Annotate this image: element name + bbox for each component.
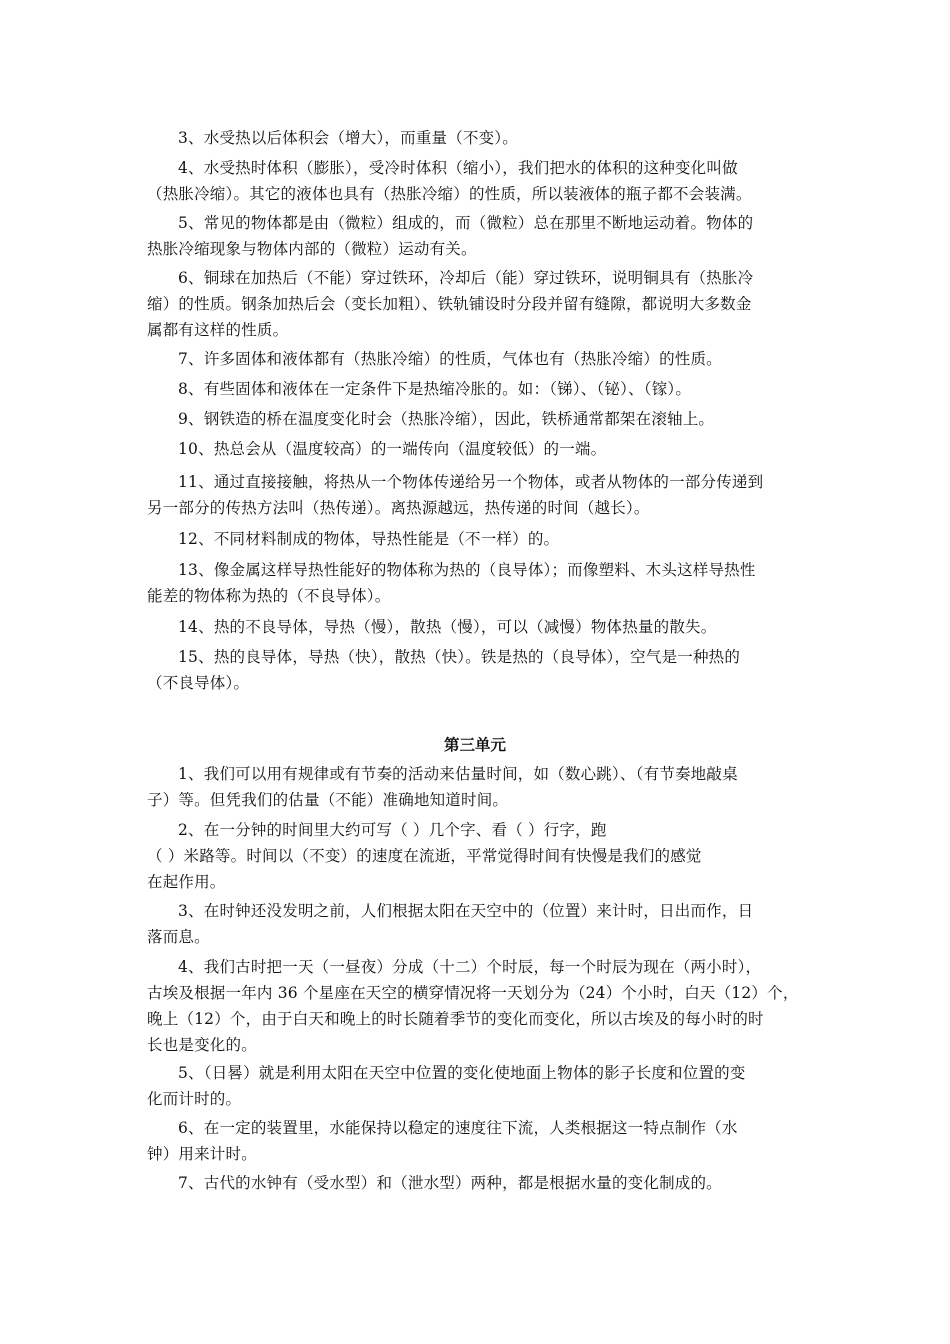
paragraph-line: 缩）的性质。钢条加热后会（变长加粗）、铁轨铺设时分段并留有缝隙，都说明大多数金 (147, 295, 752, 313)
paragraph-line: 14、热的不良导体，导热（慢），散热（慢），可以（减慢）物体热量的散失。 (178, 618, 717, 636)
paragraph-item-u3-4 (0, 957, 950, 1055)
paragraph-item-5 (0, 213, 950, 259)
paragraph-line: 3、水受热以后体积会（增大），而重量（不变）。 (178, 129, 518, 147)
paragraph-item-10 (0, 439, 950, 459)
paragraph-line: 落而息。 (147, 928, 210, 946)
paragraph-line: （ ）米路等。时间以（不变）的速度在流逝，平常觉得时间有快慢是我们的感觉 (147, 847, 702, 865)
paragraph-item-9 (0, 409, 950, 429)
paragraph-line: 5、（日晷）就是利用太阳在天空中位置的变化使地面上物体的影子长度和位置的变 (178, 1064, 746, 1082)
paragraph-line: 属都有这样的性质。 (147, 321, 289, 339)
paragraph-line: 热胀冷缩现象与物体内部的（微粒）运动有关。 (147, 240, 477, 258)
paragraph-line: 7、许多固体和液体都有（热胀冷缩）的性质，气体也有（热胀冷缩）的性质。 (178, 350, 722, 368)
paragraph-item-3 (0, 128, 950, 148)
paragraph-line: （不良导体）。 (147, 674, 250, 692)
paragraph-line: 12、不同材料制成的物体，导热性能是（不一样）的。 (178, 530, 560, 548)
paragraph-line: 在起作用。 (147, 873, 226, 891)
paragraph-item-11 (0, 472, 950, 518)
paragraph-line: 2、在一分钟的时间里大约可写（ ）几个字、看（ ）行字，跑 (178, 821, 607, 839)
paragraph-item-4 (0, 158, 950, 204)
paragraph-line: 6、在一定的装置里，水能保持以稳定的速度往下流，人类根据这一特点制作（水 (178, 1119, 738, 1137)
paragraph-line: 5、常见的物体都是由（微粒）组成的，而（微粒）总在那里不断地运动着。物体的 (178, 214, 754, 232)
paragraph-line: 另一部分的传热方法叫（热传递）。离热源越远，热传递的时间（越长）。 (147, 499, 650, 517)
paragraph-line: 9、钢铁造的桥在温度变化时会（热胀冷缩），因此，铁桥通常都架在滚轴上。 (178, 410, 715, 428)
paragraph-line: 6、铜球在加热后（不能）穿过铁环，冷却后（能）穿过铁环，说明铜具有（热胀冷 (178, 269, 754, 287)
paragraph-item-u3-6 (0, 1118, 950, 1164)
paragraph-line: 15、热的良导体，导热（快），散热（快）。铁是热的（良导体），空气是一种热的 (178, 648, 741, 666)
paragraph-line: 10、热总会从（温度较高）的一端传向（温度较低）的一端。 (178, 440, 607, 458)
paragraph-line: 4、水受热时体积（膨胀），受冷时体积（缩小），我们把水的体积的这种变化叫做 (178, 159, 738, 177)
paragraph-line: （热胀冷缩）。其它的液体也具有（热胀冷缩）的性质，所以装液体的瓶子都不会装满。 (147, 185, 752, 203)
paragraph-item-12 (0, 529, 950, 549)
paragraph-item-13 (0, 560, 950, 606)
section-heading: 第三单元 (443, 735, 506, 754)
paragraph-line: 长也是变化的。 (147, 1036, 257, 1054)
paragraph-item-u3-3 (0, 901, 950, 947)
paragraph-line: 1、我们可以用有规律或有节奏的活动来估量时间，如（数心跳）、（有节奏地敲桌 (178, 765, 738, 783)
paragraph-item-u3-5 (0, 1063, 950, 1109)
paragraph-item-15 (0, 647, 950, 693)
paragraph-line: 化而计时的。 (147, 1090, 242, 1108)
paragraph-line: 晚上（12）个，由于白天和晚上的时长随着季节的变化而变化，所以古埃及的每小时的时 (147, 1010, 764, 1028)
paragraph-line: 7、古代的水钟有（受水型）和（泄水型）两种，都是根据水量的变化制成的。 (178, 1174, 722, 1192)
paragraph-line: 3、在时钟还没发明之前，人们根据太阳在天空中的（位置）来计时，日出而作，日 (178, 902, 754, 920)
paragraph-item-7 (0, 349, 950, 369)
paragraph-line: 钟）用来计时。 (147, 1145, 257, 1163)
paragraph-line: 13、像金属这样导热性能好的物体称为热的（良导体）；而像塑料、木头这样导热性 (178, 561, 756, 579)
paragraph-item-u3-7 (0, 1173, 950, 1193)
paragraph-line: 4、我们古时把一天（一昼夜）分成（十二）个时辰，每一个时辰为现在（两小时）， (178, 958, 762, 976)
paragraph-line: 能差的物体称为热的（不良导体）。 (147, 587, 391, 605)
paragraph-item-6 (0, 268, 950, 340)
paragraph-line: 8、有些固体和液体在一定条件下是热缩冷胀的。如：（锑）、（铋）、（镓）。 (178, 380, 692, 398)
paragraph-item-14 (0, 617, 950, 637)
paragraph-item-8 (0, 379, 950, 399)
paragraph-line: 古埃及根据一年内 36 个星座在天空的横穿情况将一天划分为（24）个小时，白天（12）个， (147, 984, 799, 1002)
paragraph-line: 11、通过直接接触，将热从一个物体传递给另一个物体，或者从物体的一部分传递到 (178, 473, 764, 491)
paragraph-item-u3-1 (0, 764, 950, 810)
paragraph-line: 子）等。但凭我们的估量（不能）准确地知道时间。 (147, 791, 509, 809)
paragraph-item-u3-2 (0, 820, 950, 892)
